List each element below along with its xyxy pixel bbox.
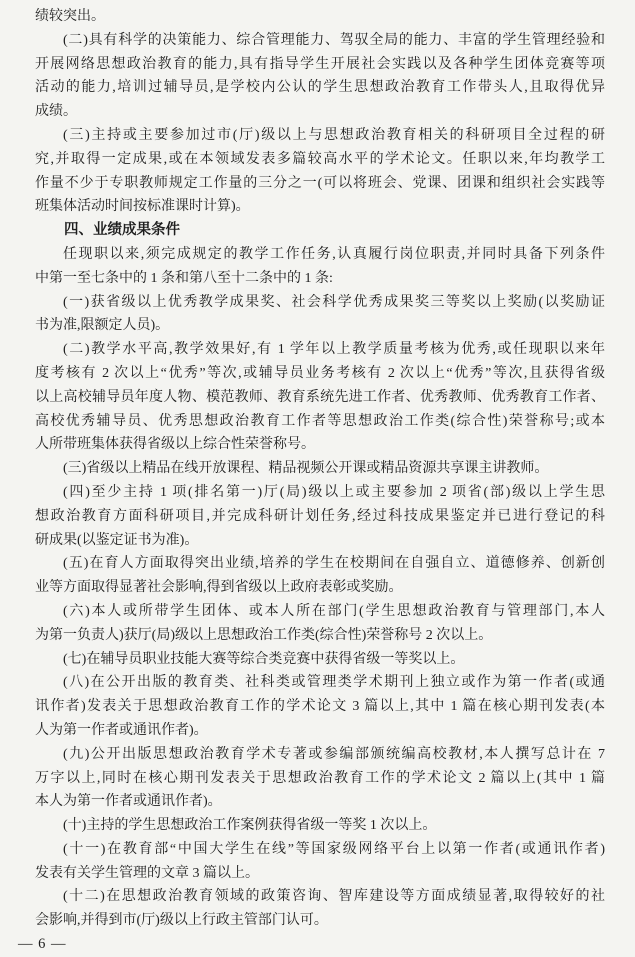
text-line: 究,并取得一定成果,或在本领域发表多篇较高水平的学术论文。任职以来,年均教学工 (35, 151, 605, 167)
text-line: 人为第一作者或通讯作者)。 (35, 722, 208, 738)
document-body (35, 5, 605, 933)
text-line: 会影响,并得到市(厅)级以上行政主管部门认可。 (35, 913, 328, 929)
text-line: 班集体活动时间按标准课时计算)。 (35, 199, 250, 215)
text-line: 高校优秀辅导员、优秀思想政治教育工作者等思想政治工作类(综合性)荣誉称号;或本 (35, 413, 605, 429)
text-line: 中第一至七条中的 1 条和第八至十二条中的 1 条: (35, 270, 333, 286)
text-line: 任现职以来,须完成规定的教学工作任务,认真履行岗位职责,并同时具备下列条件 (63, 246, 605, 262)
page-number: — 6 — (18, 936, 67, 953)
text-line: 度考核有 2 次以上“优秀”等次,或辅导员业务考核有 2 次以上“优秀”等次,且获得省级 (35, 365, 605, 381)
text-line: 想政治教育方面科研项目,并完成科研计划任务,经过科技成果鉴定并已进行登记的科 (35, 508, 605, 524)
text-line: (十一)在教育部“中国大学生在线”等国家级网络平台上以第一作者(或通讯作者) (63, 841, 605, 857)
text-line: 万字以上,同时在核心期刊发表关于思想政治教育工作的学术论文 2 篇以上(其中 1 篇 (35, 770, 605, 786)
text-line: 作量不少于专职教师规定工作量的三分之一(可以将班会、党课、团课和组织社会实践等 (35, 175, 605, 191)
text-line: 活动的能力,培训过辅导员,是学校内公认的学生思想政治教育工作带头人,且取得优异 (35, 80, 605, 96)
text-line: (十二)在思想政治教育领域的政策咨询、智库建设等方面成绩显著,取得较好的社 (63, 889, 605, 905)
text-line: 以上高校辅导员年度人物、模范教师、教育系统先进工作者、优秀教师、优秀教育工作者、 (35, 389, 605, 405)
section-heading: 四、业绩成果条件 (64, 222, 180, 239)
text-line: (八)在公开出版的教育类、社科类或管理类学术期刊上独立或作为第一作者(或通 (63, 675, 605, 691)
text-line: (五)在育人方面取得突出业绩,培养的学生在校期间在自强自立、道德修养、创新创 (63, 556, 605, 572)
text-line: (七)在辅导员职业技能大赛等综合类竞赛中获得省级一等奖以上。 (63, 651, 465, 667)
text-line: 讯作者)发表关于思想政治教育工作的学术论文 3 篇以上,其中 1 篇在核心期刊发表(本 (35, 699, 605, 715)
text-line: 人所带班集体获得省级以上综合性荣誉称号。 (35, 437, 315, 453)
text-line: 为第一负责人)获厅(局)级以上思想政治工作类(综合性)荣誉称号 2 次以上。 (35, 627, 493, 643)
text-line: (一)获省级以上优秀教学成果奖、社会科学优秀成果奖三等奖以上奖励(以奖励证 (63, 294, 605, 310)
text-line: (三)省级以上精品在线开放课程、精品视频公开课或精品资源共享课主讲教师。 (63, 461, 549, 477)
text-line: 本人为第一作者或通讯作者)。 (35, 794, 222, 810)
text-line: 业等方面取得显著社会影响,得到省级以上政府表彰或奖励。 (35, 580, 403, 596)
text-line: (三)主持或主要参加过市(厅)级以上与思想政治教育相关的科研项目全过程的研 (63, 127, 605, 143)
text-line: (四)至少主持 1 项(排名第一)厅(局)级以上或主要参加 2 项省(部)级以上学生思 (63, 484, 605, 500)
text-line: 开展网络思想政治教育的能力,具有指导学生开展社会实践以及各种学生团体竞赛等项 (35, 56, 605, 72)
text-line: (六)本人或所带学生团体、或本人所在部门(学生思想政治教育与管理部门,本人 (63, 603, 605, 619)
text-line: 成绩。 (35, 104, 77, 120)
text-line: (二)教学水平高,教学效果好,有 1 学年以上教学质量考核为优秀,或任现职以来年 (63, 342, 605, 358)
text-line: 绩较突出。 (35, 9, 105, 24)
text-line: 研成果(以鉴定证书为准)。 (35, 532, 199, 548)
text-line: (九)公开出版思想政治教育学术专著或参编部颁统编高校教材,本人撰写总计在 7 (63, 746, 605, 762)
text-line: (十)主持的学生思想政治工作案例获得省级一等奖 1 次以上。 (63, 818, 437, 834)
text-line: 书为准,限额定人员)。 (35, 318, 170, 334)
text-line: (二)具有科学的决策能力、综合管理能力、驾驭全局的能力、丰富的学生管理经验和 (63, 32, 605, 48)
text-line: 发表有关学生管理的文章 3 篇以上。 (35, 865, 259, 881)
